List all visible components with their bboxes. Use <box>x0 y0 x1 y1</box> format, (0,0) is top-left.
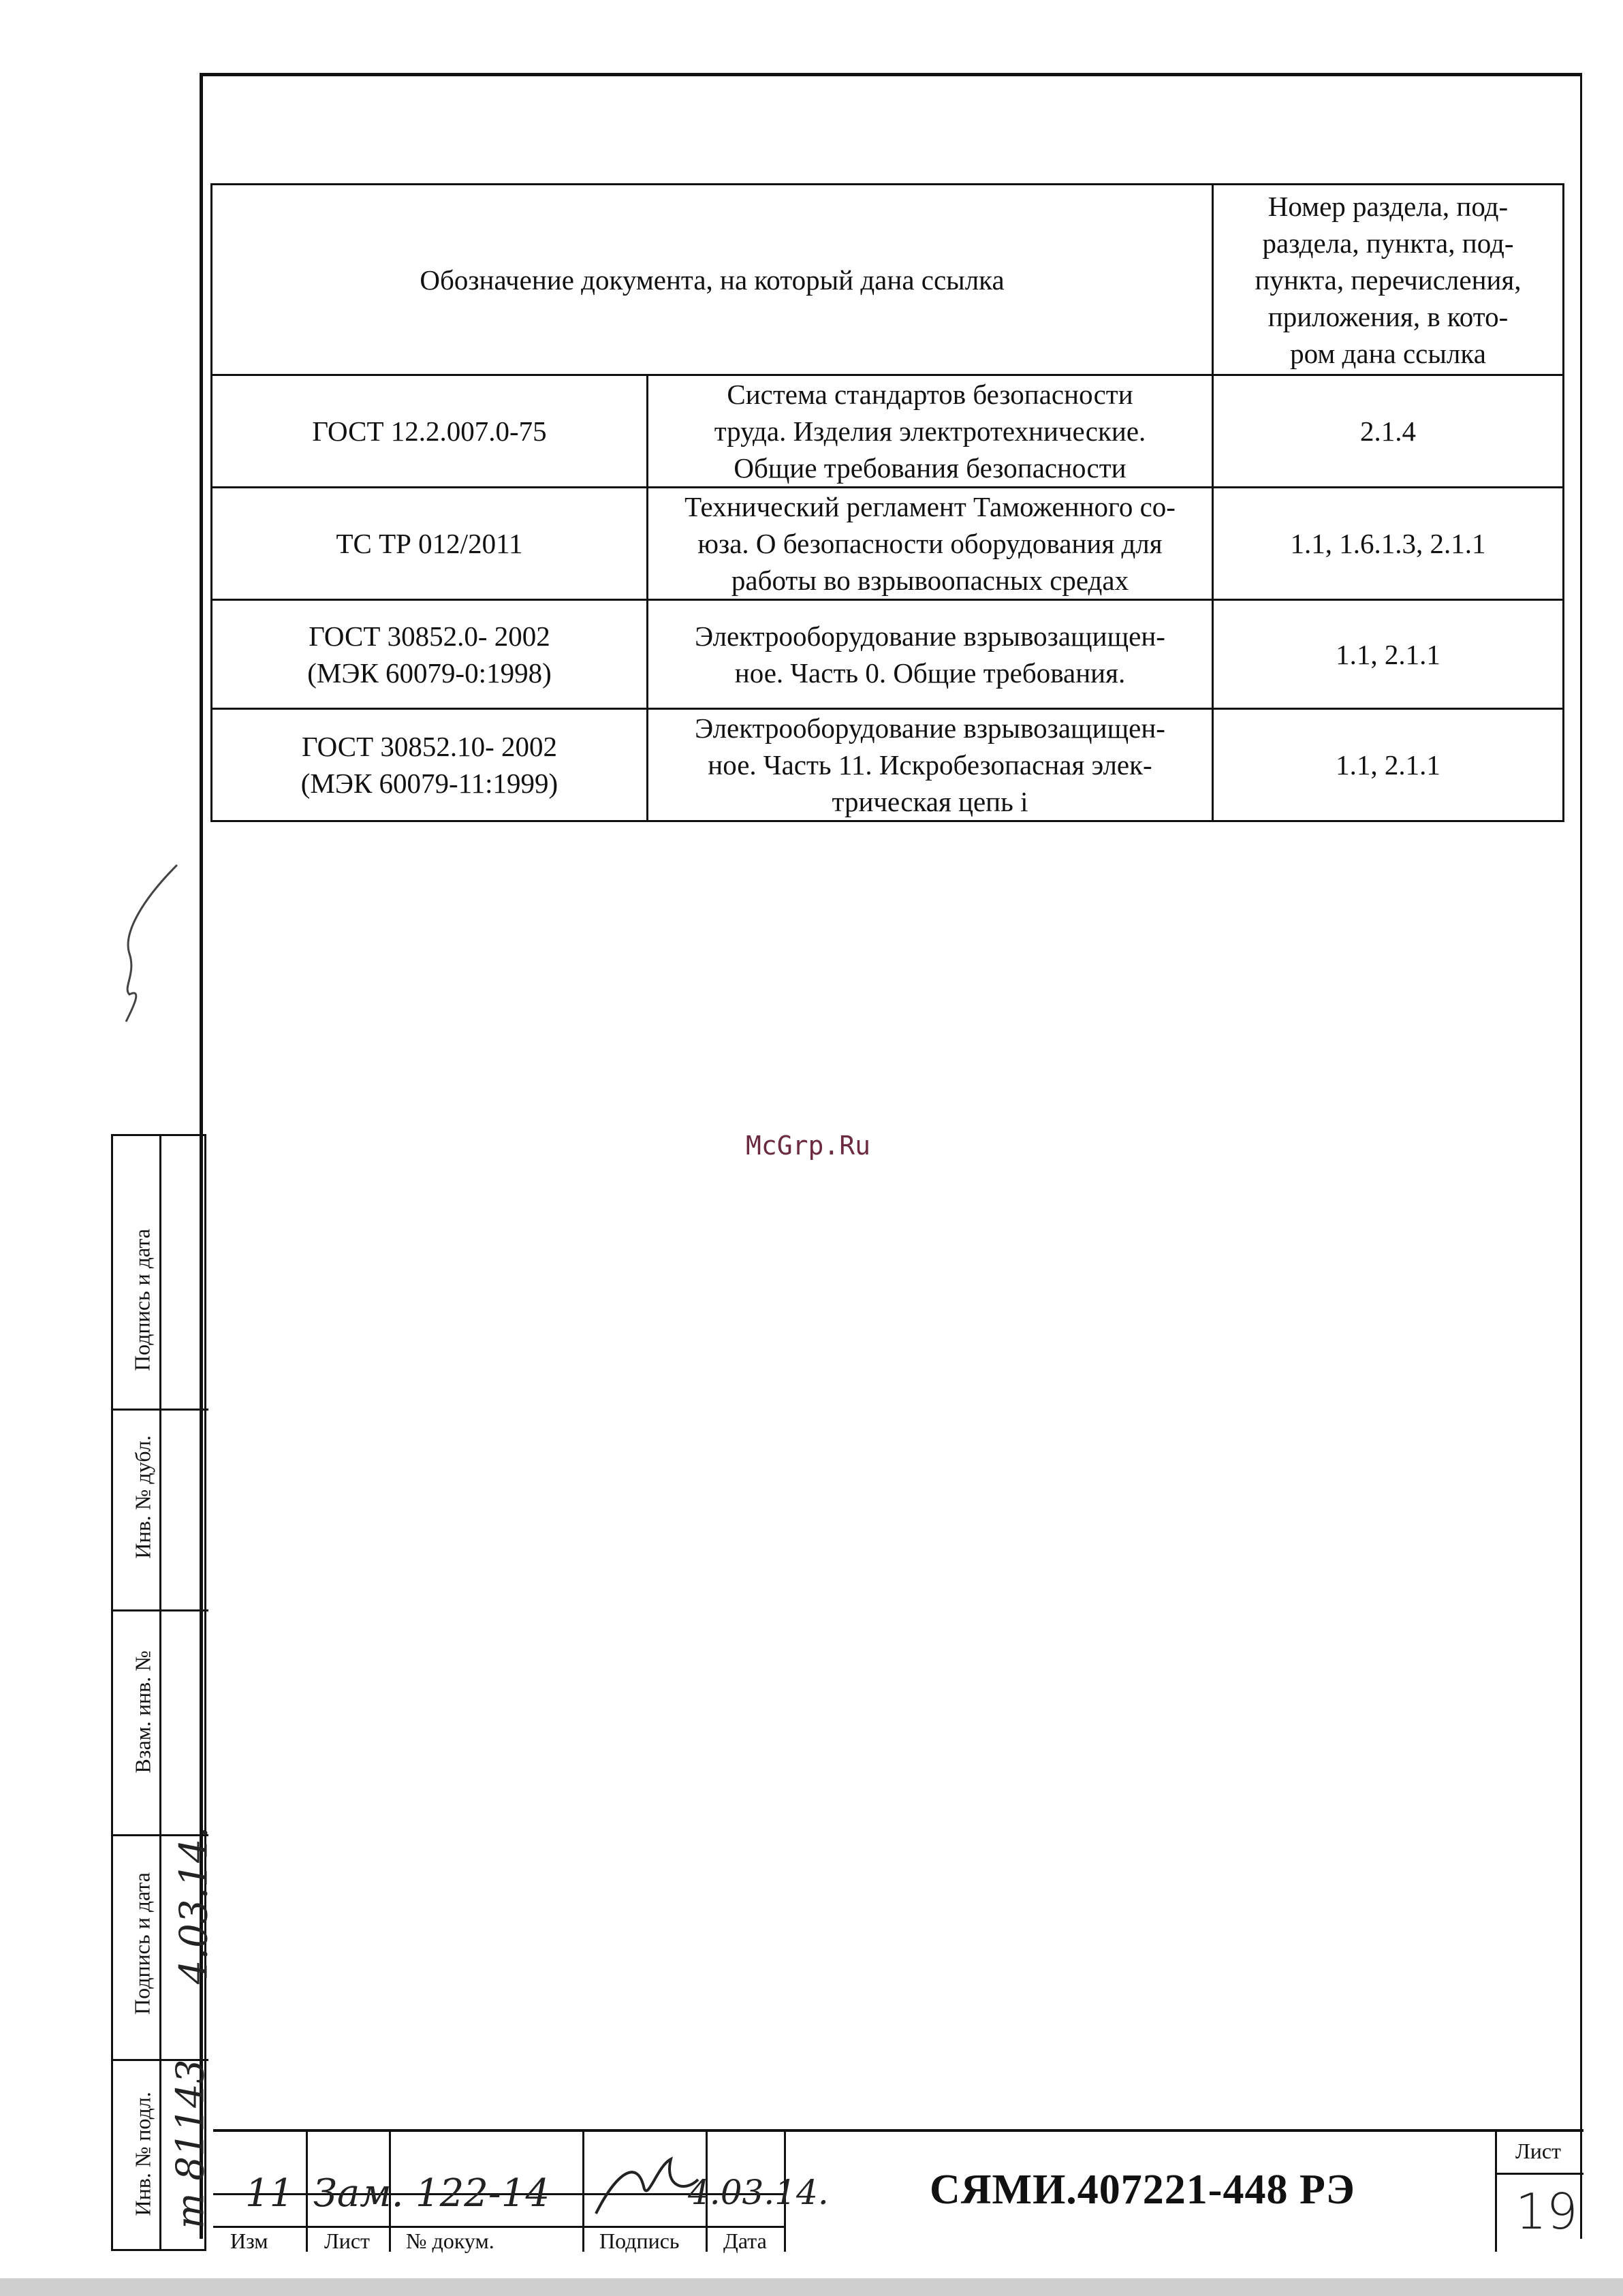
code-line: ТС ТР 012/2011 <box>336 528 523 559</box>
title-line: работы во взрывоопасных средах <box>731 565 1129 596</box>
sheet-label: Лист <box>1515 2139 1562 2163</box>
table-row <box>212 600 1564 709</box>
cell-title <box>648 488 1213 600</box>
header-right-line: Номер раздела, под- <box>1267 190 1509 222</box>
table-row <box>212 488 1564 600</box>
side-label-sign-date-top: Подпись и дата <box>129 1229 155 1371</box>
stamp-label-data: Дата <box>723 2229 767 2253</box>
title-line: ное. Часть 0. Общие требования. <box>734 657 1126 689</box>
stamp-col-divider <box>582 2132 584 2252</box>
header-right-line: раздела, пункта, под- <box>1262 227 1514 259</box>
stamp-col-divider <box>306 2132 308 2252</box>
cell-code <box>212 488 648 600</box>
side-label-vzam-inv: Взам. инв. № <box>130 1650 155 1774</box>
side-handwritten-inv-number: т 81143 <box>168 2059 213 2229</box>
header-right-line: пункта, перечисления, <box>1255 264 1522 296</box>
cell-code <box>212 709 648 821</box>
stamp-label-list: Лист <box>324 2229 371 2253</box>
cell-code <box>212 375 648 488</box>
cell-title <box>648 375 1213 488</box>
header-document-designation <box>212 185 1213 375</box>
watermark: McGrp.Ru <box>746 1131 871 1161</box>
table-row <box>212 375 1564 488</box>
title-line: Технический регламент Таможенного со- <box>684 491 1176 522</box>
code-line: (МЭК 60079-0:1998) <box>307 657 552 689</box>
stamp-row-divider <box>1495 2173 1583 2175</box>
header-right-line: ром дана ссылка <box>1290 337 1486 369</box>
header-right-line: приложения, в кото- <box>1267 300 1509 332</box>
margin-scribble-icon <box>95 858 191 1028</box>
stamp-hand-izm: 11 <box>245 2171 294 2216</box>
side-label-inv-podl: Инв. № подл. <box>130 2092 155 2216</box>
title-line: трическая цепь i <box>832 786 1028 817</box>
title-line: Электрооборудование взрывозащищен- <box>695 620 1165 652</box>
code-line: (МЭК 60079-11:1999) <box>300 768 558 799</box>
title-line: Система стандартов безопасности <box>727 379 1133 410</box>
stamp-label-podpis: Подпись <box>599 2229 680 2253</box>
side-row-divider <box>113 1409 208 1411</box>
title-line: ное. Часть 11. Искробезопасная элек- <box>708 749 1152 781</box>
stamp-label-dokum: № докум. <box>406 2229 494 2253</box>
cell-code <box>212 600 648 709</box>
title-line: Общие требования безопасности <box>734 452 1126 484</box>
side-column-divider <box>159 1136 161 2249</box>
cell-section: 1.1, 2.1.1 <box>1213 600 1564 709</box>
stamp-hand-date: 4.03.14. <box>688 2173 829 2212</box>
cell-title <box>648 709 1213 821</box>
title-line: Электрооборудование взрывозащищен- <box>695 712 1165 744</box>
code-line: ГОСТ 30852.10- 2002 <box>301 731 558 762</box>
side-handwritten-date: 4.03.14. <box>172 1826 217 1985</box>
cell-section: 2.1.4 <box>1213 375 1564 488</box>
side-label-sign-date-bottom: Подпись и дата <box>129 1872 155 2015</box>
cell-title <box>648 600 1213 709</box>
stamp-hand-list: Зам. <box>313 2171 404 2216</box>
header-left-text: Обозначение документа, на который дана ссылка <box>420 264 1005 296</box>
sheet-number: 19 <box>1515 2183 1578 2240</box>
table-row <box>212 709 1564 821</box>
code-line: ГОСТ 12.2.007.0-75 <box>312 415 547 447</box>
side-label-inv-dubl: Инв. № дубл. <box>130 1435 155 1559</box>
table-header-row <box>212 185 1564 375</box>
side-row-divider <box>113 1609 208 1611</box>
header-section-number <box>1213 185 1564 375</box>
document-code: СЯМИ.407221-448 РЭ <box>930 2167 1355 2213</box>
scan-bottom-edge <box>0 2278 1623 2296</box>
stamp-label-izm: Изм <box>230 2229 268 2253</box>
cell-section: 1.1, 1.6.1.3, 2.1.1 <box>1213 488 1564 600</box>
title-line: труда. Изделия электротехнические. <box>714 415 1146 447</box>
code-line: ГОСТ 30852.0- 2002 <box>309 620 550 652</box>
title-line: юза. О безопасности оборудования для <box>697 528 1163 559</box>
reference-table <box>210 183 1564 822</box>
stamp-col-divider <box>1495 2132 1497 2252</box>
cell-section: 1.1, 2.1.1 <box>1213 709 1564 821</box>
stamp-hand-dokum: 122-14 <box>415 2171 550 2216</box>
